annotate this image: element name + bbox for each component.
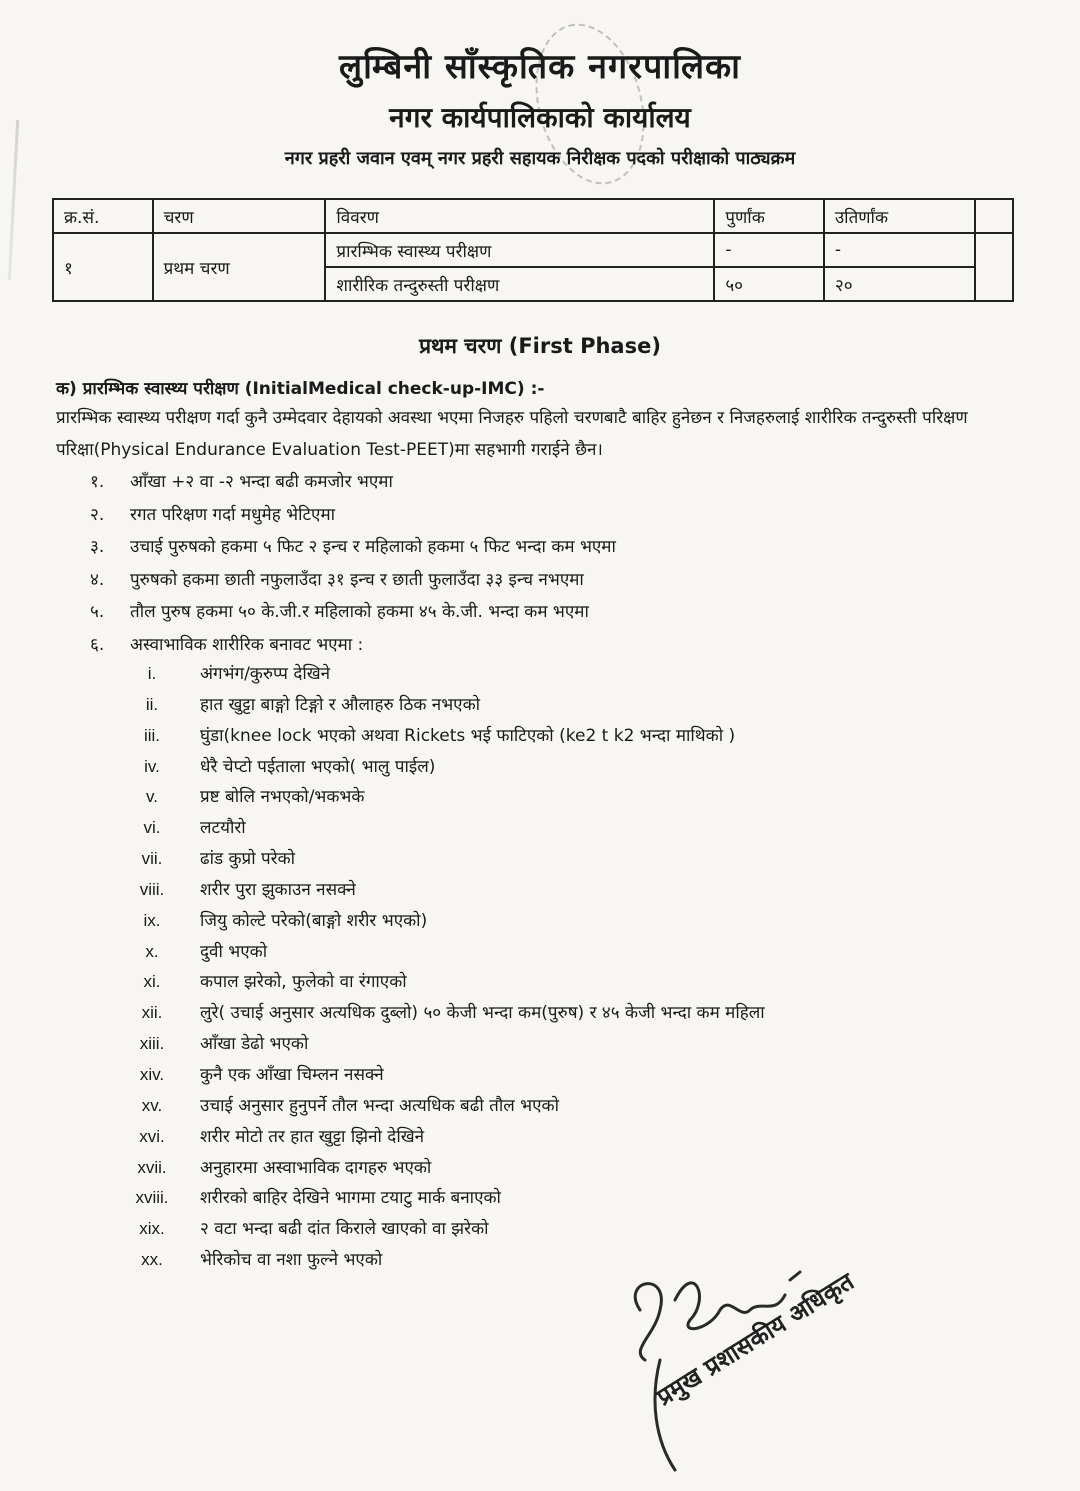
list-item <box>90 470 616 503</box>
item-number: iii. <box>143 725 161 745</box>
item-text: प्रष्ट बोलि नभएको/भकभके <box>200 787 365 808</box>
item-number: i. <box>147 664 157 683</box>
scan-edge-mark <box>8 120 19 280</box>
cell-sn: १ <box>53 233 153 301</box>
item-text: शरीरको बाहिर देखिने भागमा टयाटु मार्क बनाएको <box>200 1188 501 1209</box>
item-number: xx. <box>141 1250 163 1270</box>
item-number: xiv. <box>139 1064 165 1084</box>
list-item <box>130 1001 765 1032</box>
header-pass-marks: उतिर्णांक <box>824 199 975 233</box>
item-text: शरीर मोटो तर हात खुट्टा झिनो देखिने <box>200 1126 425 1147</box>
table-header-row <box>53 199 1013 233</box>
item-text: कपाल झरेको, फुलेको वा रंगाएको <box>200 972 407 993</box>
list-item <box>90 568 616 601</box>
item-text: तौल पुरुष हकमा ५० के.जी.र महिलाको हकमा ४५ के.जी. भन्दा कम भएमा <box>130 602 589 623</box>
item-number: xi. <box>143 972 161 992</box>
header-phase: चरण <box>153 199 326 233</box>
item-text: अस्वाभाविक शारीरिक बनावट भएमा : <box>130 634 364 655</box>
list-item <box>130 724 765 755</box>
item-number: vii. <box>141 849 163 869</box>
item-number: xvii. <box>137 1157 167 1177</box>
medical-heading: क) प्रारम्भिक स्वास्थ्य परीक्षण (InitialMedical check-up-IMC) :- <box>56 379 545 399</box>
office-name: नगर कार्यपालिकाको कार्यालय <box>389 101 691 134</box>
list-item <box>90 600 616 633</box>
empty-cell <box>975 199 1013 233</box>
syllabus-title: नगर प्रहरी जवान एवम् नगर प्रहरी सहायक निरीक्षक पदको परीक्षाको पाठ्यक्रम <box>284 148 796 169</box>
item-text: अनुहारमा अस्वाभाविक दागहरु भएको <box>200 1157 432 1178</box>
item-text: ढांड कुप्रो परेको <box>200 849 296 870</box>
item-number: xii. <box>141 1003 163 1023</box>
item-number: ४. <box>90 569 105 590</box>
header-full-marks: पुर्णांक <box>714 199 824 233</box>
table-row <box>53 233 1013 267</box>
list-item <box>130 1063 765 1094</box>
item-text: उचाई पुरुषको हकमा ५ फिट २ इन्च र महिलाको हकमा ५ फिट भन्दा कम भएमा <box>130 537 616 558</box>
item-text: पुरुषको हकमा छाती नफुलाउँदा ३१ इन्च र छाती फुलाउँदा ३३ इन्च नभएमा <box>130 569 584 590</box>
item-number: viii. <box>139 879 165 899</box>
item-number: vi. <box>143 818 161 838</box>
list-item <box>130 785 765 816</box>
signatory-designation: प्रमुख प्रशासकीय अधिकृत <box>651 1267 859 1412</box>
list-item <box>130 847 765 878</box>
item-number: xix. <box>139 1219 165 1239</box>
intro-paragraph: प्रारम्भिक स्वास्थ्य परीक्षण गर्दा कुनै उम्मेदवार देहायको अवस्था भएमा निजहरु पहिलो चरणबाटै बाहिर हुनेछन र निजहरुलाई शारीरिक तन्दुरुस्ती परिक्षण परिक्षा(Physical Endurance Evaluation Test-PEET)मा सहभागी गराईने छैन। <box>56 408 968 460</box>
item-text: भेरिकोच वा नशा फुल्ने भएको <box>200 1250 383 1271</box>
list-item <box>130 816 765 847</box>
cell-description: शारीरिक तन्दुरुस्ती परीक्षण <box>325 267 714 301</box>
item-number: ix. <box>143 910 161 930</box>
list-item <box>130 1094 765 1125</box>
list-item <box>130 1186 765 1217</box>
item-number: १. <box>90 472 105 492</box>
list-item <box>130 909 765 940</box>
item-number: २. <box>90 504 105 525</box>
item-text: दुवी भएको <box>200 941 268 962</box>
item-text: आँखा डेढो भएको <box>200 1034 309 1055</box>
list-item <box>90 503 616 536</box>
item-number: xiii. <box>139 1034 165 1054</box>
item-text: अंगभंग/कुरुप्प देखिने <box>200 664 331 684</box>
list-item <box>130 693 765 724</box>
item-text: रगत परिक्षण गर्दा मधुमेह भेटिएमा <box>130 504 336 525</box>
empty-cell <box>975 233 1013 301</box>
list-item <box>130 970 765 1001</box>
cell-full-marks: ५० <box>714 267 824 301</box>
item-number: v. <box>146 787 158 807</box>
section-heading: प्रथम चरण (First Phase) <box>419 334 661 358</box>
item-text: जियु कोल्टे परेको(बाङ्गो शरीर भएको) <box>200 910 428 931</box>
list-item <box>130 878 765 909</box>
item-text: धेरै चेप्टो पईताला भएको( भालु पाईल) <box>200 756 436 777</box>
list-item <box>130 755 765 786</box>
list-item <box>90 633 616 666</box>
criteria-list <box>90 470 616 666</box>
item-text: शरीर पुरा झुकाउन नसक्ने <box>200 879 356 900</box>
cell-description: प्रारम्भिक स्वास्थ्य परीक्षण <box>325 233 714 267</box>
cell-pass-marks: - <box>824 233 975 267</box>
municipality-name: लुम्बिनी साँस्कृतिक नगरपालिका <box>339 47 741 87</box>
list-item <box>130 662 765 693</box>
item-text: हात खुट्टा बाङ्गो टिङ्गो र औलाहरु ठिक नभएको <box>200 694 481 715</box>
list-item <box>90 535 616 568</box>
item-number: xvi. <box>139 1126 165 1146</box>
cell-pass-marks: २० <box>824 267 975 301</box>
header-sn: क्र.सं. <box>53 199 153 233</box>
item-text: उचाई अनुसार हुनुपर्ने तौल भन्दा अत्यधिक बढी तौल भएको <box>200 1095 559 1116</box>
cell-full-marks: - <box>714 233 824 267</box>
item-text: कुनै एक आँखा चिम्लन नसक्ने <box>200 1064 384 1085</box>
cell-phase: प्रथम चरण <box>153 233 326 301</box>
item-number: ५. <box>90 602 105 623</box>
list-item <box>130 940 765 971</box>
item-number: xviii. <box>135 1188 169 1208</box>
item-text: लटयौरो <box>200 818 246 839</box>
list-item <box>130 1125 765 1156</box>
list-item <box>130 1032 765 1063</box>
item-number: iv. <box>144 756 160 776</box>
phase-table <box>52 198 1014 302</box>
item-number: ३. <box>90 537 105 558</box>
item-text: आँखा +२ वा -२ भन्दा बढी कमजोर भएमा <box>130 472 393 492</box>
item-number: ii. <box>145 694 159 714</box>
list-item <box>130 1156 765 1187</box>
item-text: घुंडा(knee lock भएको अथवा Rickets भई फाटिएको (ke2 t k2 भन्दा माथिको ) <box>200 725 736 746</box>
item-number: xv. <box>141 1095 163 1115</box>
item-number: ६. <box>90 634 105 655</box>
item-number: x. <box>145 941 159 961</box>
header-description: विवरण <box>325 199 714 233</box>
sub-criteria-list <box>130 662 765 1279</box>
item-text: २ वटा भन्दा बढी दांत किराले खाएको वा झरेको <box>200 1219 489 1240</box>
item-text: लुरे( उचाई अनुसार अत्यधिक दुब्लो) ५० केजी भन्दा कम(पुरुष) र ४५ केजी भन्दा कम महिला <box>200 1003 765 1024</box>
